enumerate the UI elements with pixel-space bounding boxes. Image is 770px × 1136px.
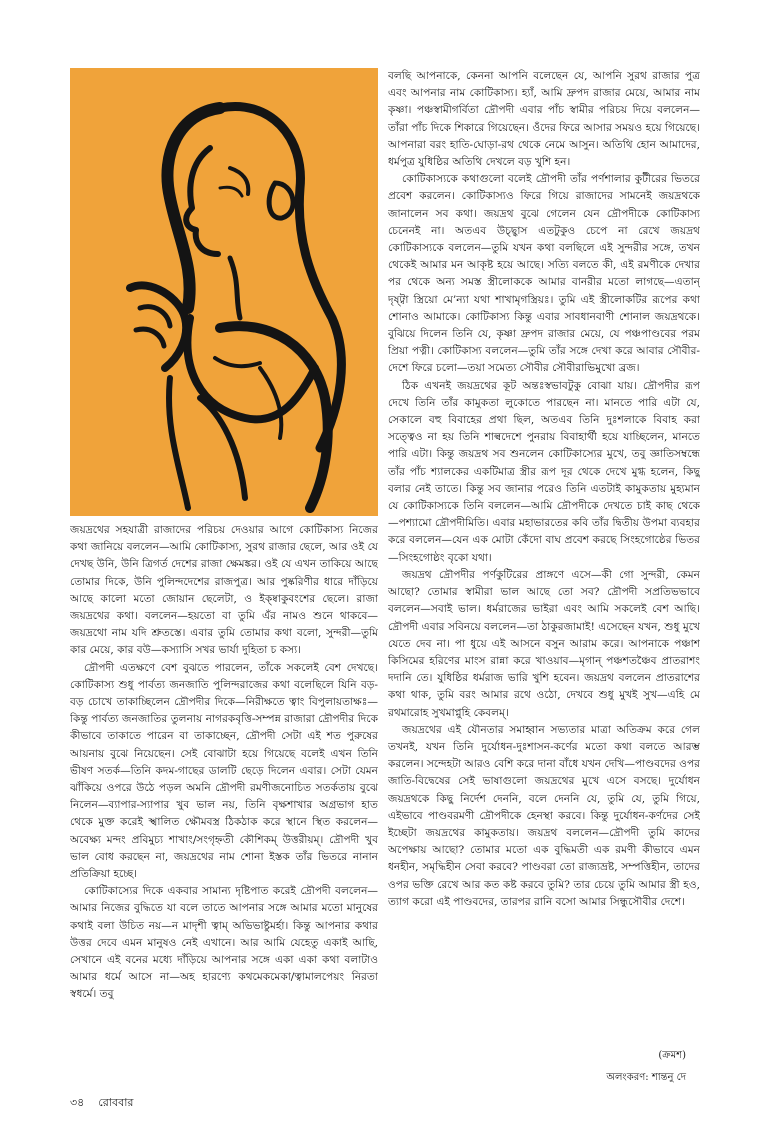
paragraph: জয়দ্রথের এই যৌনতার সমাহ্বান সভ্যতার মাত্রা অতিক্রম করে গেল তখনই, যখন তিনি দুর্যোধন-দুঃশাসন-কর্ণের মতো কথা বলতে আরম্ভ করলেন। সন্দেহটা আরও বেশি করে দানা বাঁধে যখন দেখি—পাণ্ডবদের ওপর জাতি-বিদ্বেষের সেই ভাষাগুলো জয়দ্রথের মুখে এসে বসছে। দুর্যোধন জয়দ্রথকে কিছু নির্দেশ দেননি, বলে দেননি যে, তুমি যে, তুমি গিয়ে, এইভাবে পাণ্ডবরমণী দ্রৌপদীকে হেনস্থা করবে। কিন্তু দুর্যোধন-কর্ণদের সেই ইচ্ছেটা জয়দ্রথের কামুকতায়। জয়দ্রথ বললেন—দ্রৌপদী তুমি কাদের অপেক্ষায় আছো? তোমার মতো এক বুদ্ধিমতী এক রমণী কীভাবে এমন ধনহীন, সমৃদ্ধিহীন সেবা করবে? পাণ্ডবরা তো রাজ্যভ্রষ্ট, সম্পত্তিহীন, তাদের ওপর ভক্তি রেখে আর কত কষ্ট করবে তুমি? তার চেয়ে তুমি আমার স্ত্রী হও, ত্যাগ করো এই পাণ্ডবদের, তারপর রানি বসো আমার সিন্ধুসৌবীর দেশে। (388, 723, 700, 908)
paragraph: বলছি আপনাকে, কেননা আপনি বলেছেন যে, আপনি সুরথ রাজার পুত্র এবং আপনার নাম কোটিকাস্য। হ্যাঁ, আমি দ্রুপদ রাজার মেয়ে, আমার নাম কৃষ্ণা। পঞ্চস্বামীগর্বিতা দ্রৌপদী এবার পাঁচ স্বামীর পরিচয় দিয়ে বললেন—তাঁরা পাঁচ দিকে শিকারে গিয়েছেন। ওঁদের ফিরে আসার সময়ও হয়ে গিয়েছে। আপনারা বরং হাতি-ঘোড়া-রথ থেকে নেমে আসুন। অতিথি হোন আমাদের, ধর্মপুত্র যুধিষ্ঠির অতিথি দেখলে বড় খুশি হন। (388, 70, 700, 169)
paragraph: ঠিক এখনই জয়দ্রথের কূট অন্তঃস্বভাবটুকু বোঝা যায়। দ্রৌপদীর রূপ দেখে তিনি তাঁর কামুকতা লুকোতে পারছেন না। মানতে পারি এটা যে, সেকালে বহু বিবাহের প্রথা ছিল, অতএব তিনি দুঃশলাকে বিবাহ করা সত্ত্বেও না হয় তিনি শাল্বদেশে পুনরায় বিবাহার্থী হয়ে যাচ্ছিলেন, মানতে পারি এটা। কিন্তু জয়দ্রথ সব শুনলেন কোটিকাস্যের মুখে, তবু জ্ঞাতিসম্বন্ধে তাঁর পাঁচ শ্যালকের একটিমাত্র স্ত্রীর রূপ দূর থেকে দেখে মুগ্ধ হলেন, কিছু বলার নেই তাতে। কিন্তু সব জানার পরেও তিনি এতটাই কামুকতায় মুহ্যমান যে কোটিকাস্যকে তিনি বললেন—আমি দ্রৌপদীকে দেখতে চাই কাছ থেকে—পশ্যামো দ্রৌপদীমিতি। এবার মহাভারতের কবি তাঁর দ্বিতীয় উপমা ব্যবহার করে বললেন—যেন এক মোটা কেঁদো বাঘ প্রবেশ করছে সিংহগোষ্ঠের ভিতর—সিংহগোষ্ঠং বৃকো যথা। (388, 379, 700, 564)
article-right-column (388, 68, 700, 1038)
page-number: ৩৪ (70, 1096, 85, 1109)
paragraph: কোটিকাস্যের দিকে একবার সামান্য দৃষ্টিপাত করেই দ্রৌপদী বললেন—আমার নিজের বুদ্ধিতে যা বলে তাতে আপনার সঙ্গে আমার মতো মানুষের কথাই বলা উচিত নয়—ন মাদৃশী ত্বাম্ অভিভাষ্টুমর্হা। কিন্তু আপনার কথার উত্তর দেবে এমন মানুষও নেই এখানে। আর আমি যেহেতু একাই আছি, সেখানে এই বনের মধ্যে দাঁড়িয়ে আপনার সঙ্গে একা একা কথা বলাটাও আমার ধর্মে আসে না—অহ হারণ্যে কথমেকমেকা/ত্বামালপেয়ং নিরতা স্বধর্মে। তবু (70, 885, 378, 1001)
page-footer (70, 1094, 134, 1113)
woman-portrait-brush-icon (70, 68, 378, 516)
series-continued-note: (ক্রমশ) (658, 1050, 686, 1061)
paragraph: কোটিকাস্যকে কথাগুলো বলেই দ্রৌপদী তাঁর পর্ণশালার কুটীরের ভিতরে প্রবেশ করলেন। কোটিকাস্যও ফিরে গিয়ে রাজাদের সামনেই জয়দ্রথকে জানালেন সব কথা। জয়দ্রথ বুঝে গেলেন যেন দ্রৌপদীকে কোটিকাস্য চেনেনই না। অতএব উচ্ছ্বাস এতটুকুও চেপে না রেখে জয়দ্রথ কোটিকাস্যকে বললেন—তুমি যখন কথা বলছিলে এই সুন্দরীর সঙ্গে, তখন থেকেই আমার মন আকৃষ্ট হয়ে আছে। সত্যি বলতে কী, এই রমণীকে দেখার পর থেকে অন্য সমস্ত স্ত্রীলোককে আমার বানরীর মতো লাগছে—এতান্ দৃষ্ট্বা স্ত্রিয়ো মে’ন্যা যথা শাখামৃগস্ত্রিয়ঃ। তুমি এই স্ত্রীলোকটির রূপের কথা শোনাও আমাকে। কোটিকাস্য কিন্তু এবার সাবধানবাণী শোনাল জয়দ্রথকে। বুঝিয়ে দিলেন তিনি যে, কৃষ্ণা দ্রুপদ রাজার মেয়ে, যে পঞ্চপাণ্ডবের পরম প্রিয়া পত্নী। কোটিকাস্য বললেন—তুমি তাঁর সঙ্গে দেখা করে আবার সৌবীর-দেশে ফিরে চলো—তয়া সমেত্য সৌবীর সৌবীরাভিমুখো ব্রজ। (388, 173, 700, 375)
woman-portrait-illustration (70, 68, 378, 516)
magazine-name: রোববার (98, 1096, 134, 1109)
illustration-credit: অলংকরণ: শান্তনু দে (606, 1072, 686, 1083)
article-left-column (70, 522, 378, 1050)
paragraph: জয়দ্রথ দ্রৌপদীর পর্ণকুটিরের প্রাঙ্গণে এসে—কী গো সুন্দরী, কেমন আছো? তোমার স্বামীরা ভাল আছে তো সব? দ্রৌপদী সপ্রতিভভাবে বললেন—সবাই ভাল। ধর্মরাজের ভাইরা এবং আমি সকলেই বেশ আছি। দ্রৌপদী এবার সবিনয়ে বললেন—তা ঠাকুরজামাই! এসেছেন যখন, শুধু মুখে যেতে দেব না। পা ধুয়ে এই আসনে বসুন আরাম করে। আপনাকে পঞ্চাশ কিসিমের হরিণের মাংস রান্না করে খাওয়াব—মৃগান্ পঞ্চশতঞ্চৈব প্রাতরাশং দদানি তে। যুধিষ্ঠির ধর্মরাজ ভারি খুশি হবেন। জয়দ্রথ বললেন প্রাতরাশের কথা থাক, তুমি বরং আমার রথে ওঠো, দেখবে শুধু মুখই সুখ—এহি মে রথমারোহ সুখমাপ্নুহি কেবলম্। (388, 568, 700, 719)
paragraph: জয়দ্রথের সহযাত্রী রাজাদের পরিচয় দেওয়ার আগে কোটিকাস্য নিজের কথা জানিয়ে বললেন—আমি কোটিকাস্য, সুরথ রাজার ছেলে, আর ওই যে দেখছ উনি, উনি ত্রিগর্ত দেশের রাজা ক্ষেমঙ্কর। ওই যে এখন তাকিয়ে আছে তোমার দিকে, উনি পুলিন্দদেশের রাজপুত্র। আর পুষ্করিণীর ধারে দাঁড়িয়ে আছে কালো মতো জোয়ান ছেলেটা, ও ইক্ষ্বাকুবংশের ছেলে। রাজা জয়দ্রথের কথা। বললেন—হয়তো বা তুমি এঁর নামও শুনে থাকবে—জয়দ্রথো নাম যদি শ্রুতস্তে। এবার তুমি তোমার কথা বলো, সুন্দরী—তুমি কার মেয়ে, কার বউ—কস্যাসি সখর ভার্যা দুহিতা চ কস্য। (70, 524, 378, 657)
paragraph: দ্রৌপদী এতক্ষণে বেশ বুঝতে পারলেন, তাঁকে সকলেই বেশ দেখছে। কোটিকাস্য শুধু পার্বত্য জনজাতি পুলিন্দরাজের কথা বলেছিলে যিনি বড়-বড় চোখে তাকাচ্ছিলেন দ্রৌপদীর দিকে—নিরীক্ষতে ত্বাং বিপুলায়তাক্ষঃ—কিন্তু পার্বত্য জনজাতির তুলনায় নাগরকবৃত্তি-সম্পন্ন রাজারা দ্রৌপদীর দিকে কীভাবে তাকাতে পারেন বা তাকাচ্ছেন, দ্রৌপদী সেটা এই শত পুরুষের আয়নায় বুঝে নিয়েছেন। সেই বোঝাটা হয়ে গিয়েছে বলেই এখন তিনি ভীষণ সতর্ক—তিনি কদম-গাছের ডালটি ছেড়ে দিলেন এবার। সেটা যেমন ঝাঁকিয়ে ওপরে উঠে পড়ল অমনি দ্রৌপদী রমণীজনোচিত সতর্কতায় বুঝে নিলেন—ব্যাপার-স্যাপার খুব ভাল নয়, তিনি বৃক্ষশাখার অগ্রভাগ হাত থেকে মুক্ত করেই স্খালিত ক্ষৌমবস্ত্র ঠিকঠাক করে স্থানে স্থিত করলেন—অবেক্ষ্য মন্দং প্রবিমুচ্য শাখাং/সংগৃহ্নতী কৌশিকম্ উত্তরীয়ম্। দ্রৌপদী খুব ভাল বোধ করছেন না, জয়দ্রথের নাম শোনা ইস্তক তাঁর ভিতরে নানান প্রতিক্রিয়া হচ্ছে। (70, 661, 378, 881)
